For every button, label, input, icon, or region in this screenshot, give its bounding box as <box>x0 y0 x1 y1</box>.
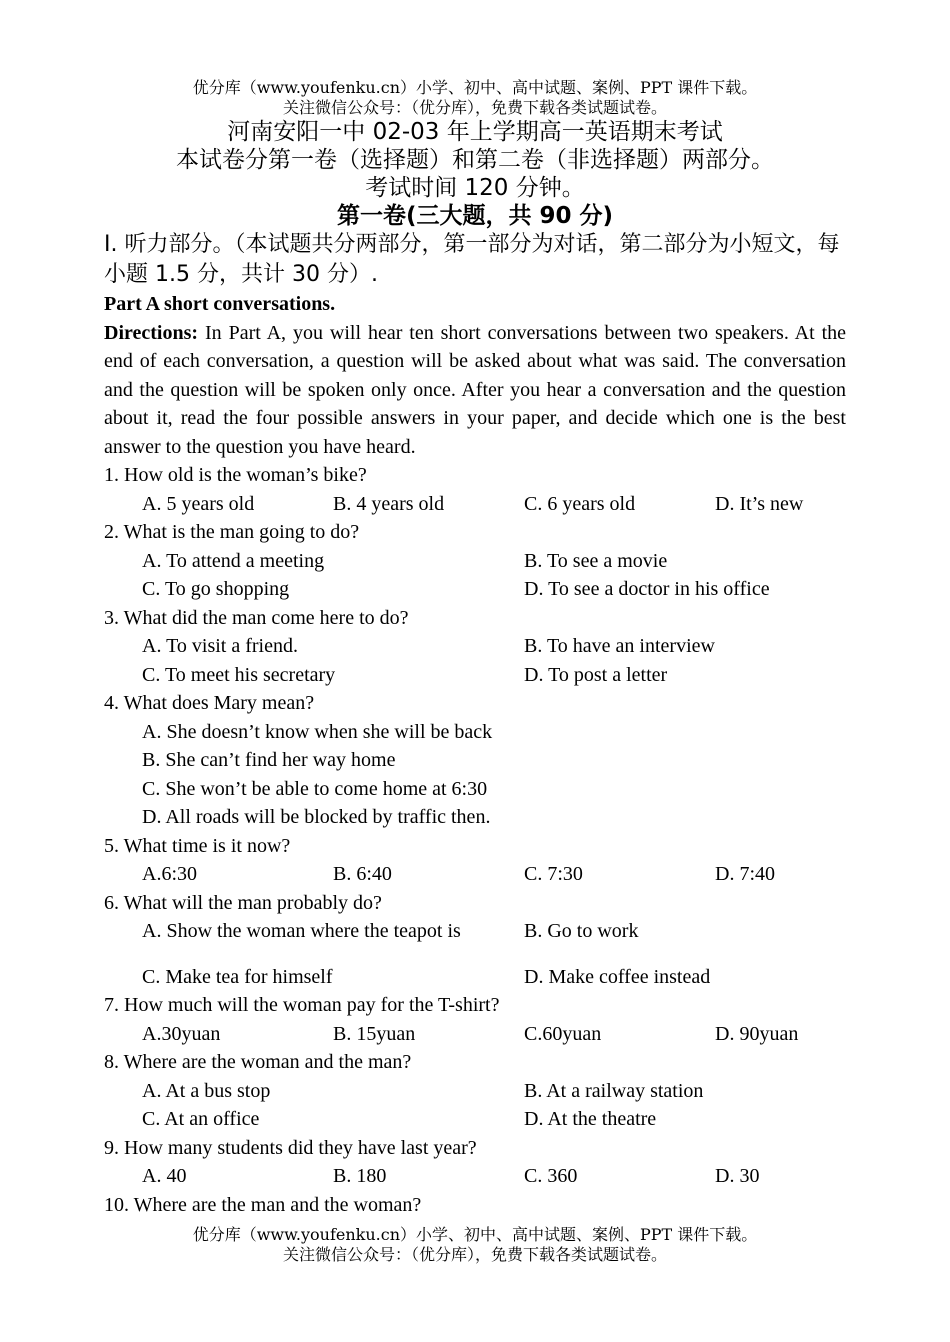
option-d: D. 7:40 <box>715 863 775 885</box>
option-b: B. 4 years old <box>333 492 445 515</box>
option-a: A. At a bus stop <box>142 1079 271 1102</box>
options-row <box>104 1105 846 1134</box>
options-row <box>104 963 846 992</box>
option-c: C. 360 <box>524 1165 578 1187</box>
option-a: A.30yuan <box>142 1022 221 1045</box>
options-row <box>104 775 846 804</box>
option-b: B. At a railway station <box>524 1079 704 1102</box>
option-a: A. 40 <box>142 1165 187 1187</box>
options-row <box>104 1162 846 1191</box>
watermark-line-2: 关注微信公众号：（优分库），免费下载各类试题试卷。 <box>282 98 667 117</box>
volume-heading: 第一卷(三大题，共 90 分) <box>336 203 614 229</box>
option-c: C. She won’t be able to come home at 6:30 <box>142 777 488 800</box>
options-row <box>104 1020 846 1049</box>
question-6: 6. What will the man probably do? <box>104 891 382 914</box>
part-title: Part A short conversations. <box>104 293 336 315</box>
options-row <box>104 575 846 604</box>
option-d: D. 90yuan <box>715 1022 799 1045</box>
question-5: 5. What time is it now? <box>104 834 291 857</box>
question-1: 1. How old is the woman’s bike? <box>104 464 367 486</box>
options-row <box>104 803 846 832</box>
option-c: C. To meet his secretary <box>142 663 336 686</box>
spacer <box>104 946 846 963</box>
option-c: C.60yuan <box>524 1022 602 1045</box>
options-row <box>104 917 846 946</box>
option-d: D. At the theatre <box>524 1108 657 1130</box>
option-b: B. To see a movie <box>524 549 668 572</box>
option-a: A. She doesn’t know when she will be back <box>142 720 493 743</box>
options-row <box>104 547 846 576</box>
options-row <box>104 632 846 661</box>
directions <box>104 319 846 462</box>
option-a: A. 5 years old <box>142 492 255 515</box>
option-a: A. Show the woman where the teapot is <box>142 920 461 942</box>
option-b: B. 180 <box>333 1165 387 1187</box>
option-c: C. 7:30 <box>524 863 583 885</box>
option-a: A. To visit a friend. <box>142 635 298 657</box>
question-2: 2. What is the man going to do? <box>104 521 360 543</box>
option-d: D. It’s new <box>715 492 804 515</box>
option-d: D. 30 <box>715 1165 760 1187</box>
exam-time: 考试时间 120 分钟。 <box>365 175 585 201</box>
watermark-line-2: 关注微信公众号：（优分库），免费下载各类试题试卷。 <box>282 1245 667 1264</box>
option-d: D. To post a letter <box>524 663 668 686</box>
directions-label: Directions: <box>104 321 199 344</box>
option-a: A. To attend a meeting <box>142 549 325 572</box>
options-row <box>104 718 846 747</box>
option-c: C. 6 years old <box>524 492 636 515</box>
option-b: B. She can’t find her way home <box>142 749 396 771</box>
option-c: C. To go shopping <box>142 578 290 600</box>
question-10: 10. Where are the man and the woman? <box>104 1193 422 1216</box>
watermark-line-1: 优分库（www.youfenku.cn）小学、初中、高中试题、案例、PPT 课件下载。 <box>192 78 758 97</box>
question-3: 3. What did the man come here to do? <box>104 606 409 629</box>
question-7: 7. How much will the woman pay for the T-shirt? <box>104 994 500 1016</box>
option-d: D. To see a doctor in his office <box>524 578 770 600</box>
section-heading: I. 听力部分。（本试题共分两部分，第一部分为对话，第二部分为小短文，每小题 1.5 分，共计 30 分）. <box>104 232 840 287</box>
options-row <box>104 490 846 519</box>
option-b: B. Go to work <box>524 920 639 942</box>
watermark-bottom <box>0 1225 950 1265</box>
question-8: 8. Where are the woman and the man? <box>104 1051 412 1073</box>
option-a: A.6:30 <box>142 863 197 885</box>
option-b: B. 6:40 <box>333 863 392 885</box>
options-row <box>104 746 846 775</box>
option-c: C. At an office <box>142 1108 260 1130</box>
option-d: D. All roads will be blocked by traffic then. <box>142 806 491 828</box>
options-row <box>104 860 846 889</box>
option-b: B. To have an interview <box>524 635 715 657</box>
exam-page <box>104 118 846 1219</box>
options-row <box>104 1077 846 1106</box>
question-9: 9. How many students did they have last year? <box>104 1136 477 1159</box>
options-row <box>104 661 846 690</box>
option-c: C. Make tea for himself <box>142 965 333 988</box>
option-d: D. Make coffee instead <box>524 965 711 988</box>
exam-title: 河南安阳一中 02-03 年上学期高一英语期末考试 <box>227 119 723 145</box>
watermark-top <box>0 78 950 118</box>
exam-subtitle: 本试卷分第一卷（选择题）和第二卷（非选择题）两部分。 <box>176 147 774 173</box>
watermark-line-1: 优分库（www.youfenku.cn）小学、初中、高中试题、案例、PPT 课件下载。 <box>192 1225 758 1244</box>
question-4: 4. What does Mary mean? <box>104 692 315 714</box>
directions-text: In Part A, you will hear ten short conversations between two speakers. At the end of each conversation, a question will be asked about what was said. The conversation and the question will be spoken only once. After you hear a conversation and the question about it, read the four possible answers in your paper, and decide which one is the best answer to the question you have heard. <box>104 321 846 458</box>
option-b: B. 15yuan <box>333 1022 416 1045</box>
